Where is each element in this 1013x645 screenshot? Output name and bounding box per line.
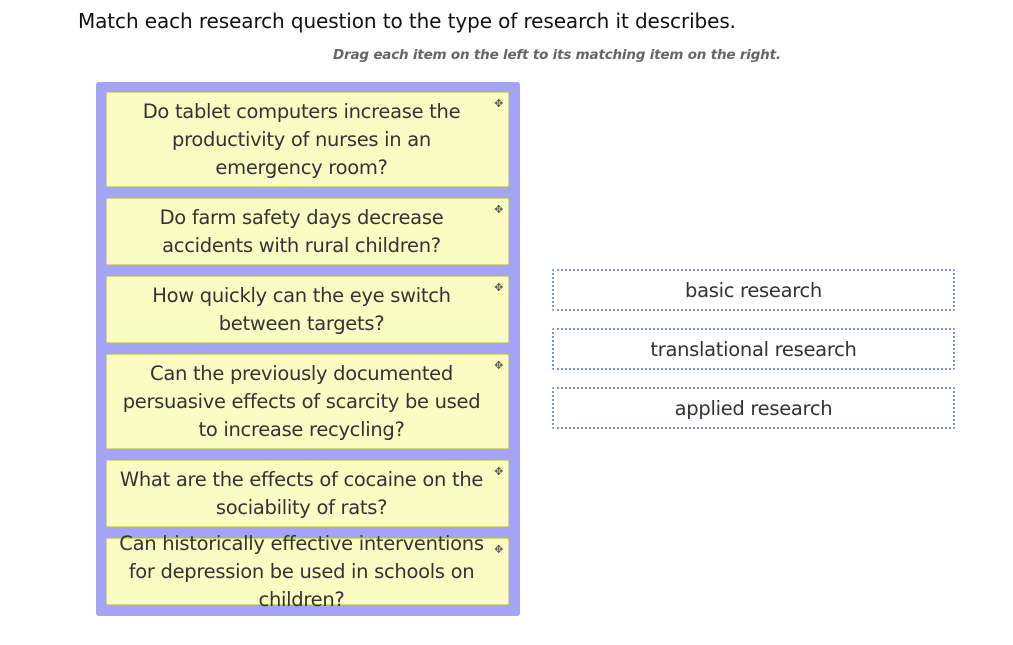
drop-target-label: basic research	[685, 278, 822, 302]
drag-item-text: What are the effects of cocaine on the sociability of rats?	[119, 467, 484, 519]
move-icon: ✥	[494, 465, 503, 478]
drop-target-basic-research[interactable]	[552, 269, 955, 311]
drag-instructions: Drag each item on the left to its matching item on the right.	[333, 47, 781, 63]
drag-item[interactable]	[106, 198, 509, 265]
drop-target-label: translational research	[650, 337, 857, 361]
drag-item-text: Can historically effective interventions for depression be used in schools on children?	[119, 531, 484, 611]
drop-target-label: applied research	[674, 396, 833, 420]
drag-item-text: How quickly can the eye switch between targets?	[152, 283, 451, 335]
drop-target-translational-research[interactable]	[552, 328, 955, 370]
question-title: Match each research question to the type of research it describes.	[78, 9, 736, 33]
move-icon: ✥	[494, 97, 503, 110]
drag-item-text: Can the previously documented persuasive effects of scarcity be used to increase recycling?	[122, 361, 481, 441]
drag-item[interactable]	[106, 531, 509, 611]
move-icon: ✥	[494, 281, 503, 294]
drop-target-applied-research[interactable]	[552, 387, 955, 429]
drag-item[interactable]	[106, 92, 509, 187]
move-icon: ✥	[494, 543, 503, 556]
source-items-panel	[96, 82, 520, 616]
drag-item[interactable]	[106, 460, 509, 527]
drag-item[interactable]	[106, 354, 509, 449]
move-icon: ✥	[494, 359, 503, 372]
drag-item[interactable]	[106, 276, 509, 343]
move-icon: ✥	[494, 203, 503, 216]
drag-item-text: Do farm safety days decrease accidents with rural children?	[159, 205, 444, 257]
drag-item-text: Do tablet computers increase the productivity of nurses in an emergency room?	[142, 99, 461, 179]
